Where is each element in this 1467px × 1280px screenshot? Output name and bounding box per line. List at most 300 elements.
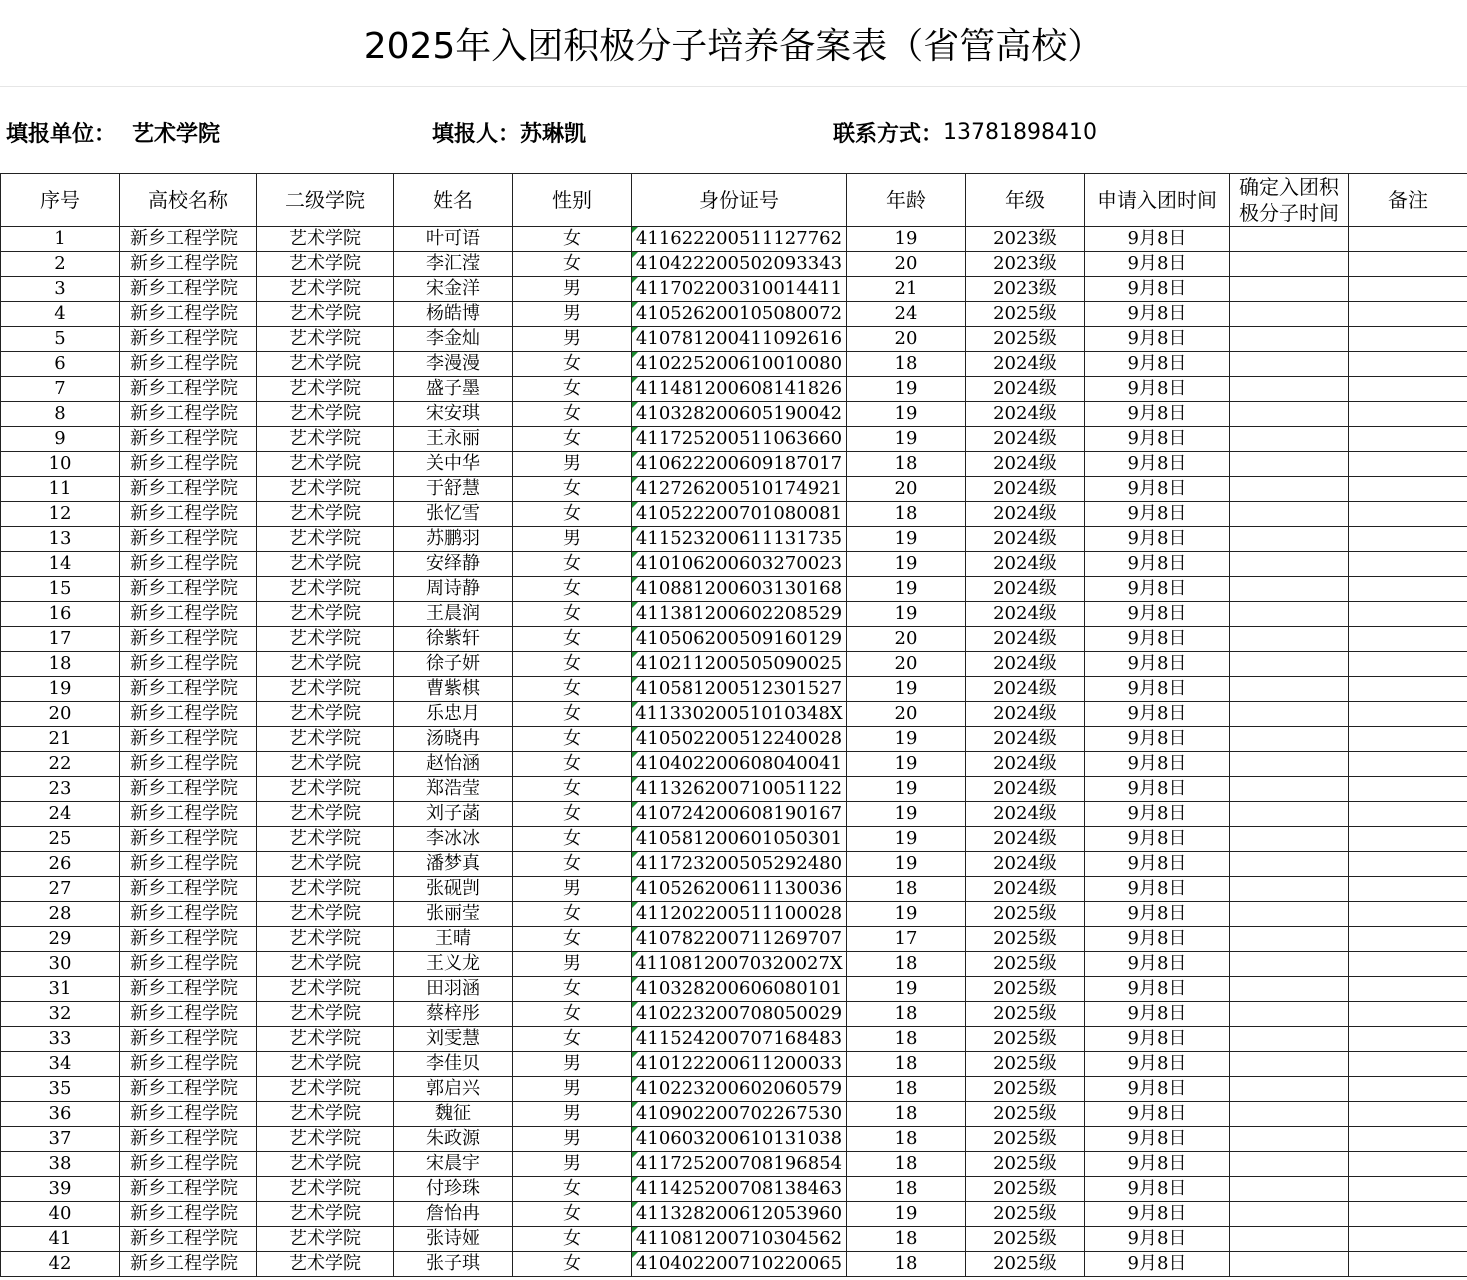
cell-school[interactable]: 新乡工程学院 <box>120 227 257 252</box>
cell-age[interactable]: 18 <box>847 952 966 977</box>
cell-school[interactable]: 新乡工程学院 <box>120 452 257 477</box>
cell-index[interactable]: 35 <box>1 1077 120 1102</box>
cell-age[interactable]: 19 <box>847 402 966 427</box>
cell-index[interactable]: 21 <box>1 727 120 752</box>
cell-remarks[interactable] <box>1349 1127 1467 1152</box>
cell-gender[interactable]: 女 <box>513 752 632 777</box>
cell-remarks[interactable] <box>1349 1177 1467 1202</box>
cell-age[interactable]: 18 <box>847 1252 966 1277</box>
cell-age[interactable]: 18 <box>847 502 966 527</box>
cell-age[interactable]: 18 <box>847 1227 966 1252</box>
cell-remarks[interactable] <box>1349 877 1467 902</box>
cell-college[interactable]: 艺术学院 <box>257 377 394 402</box>
cell-name[interactable]: 关中华 <box>394 452 513 477</box>
cell-college[interactable]: 艺术学院 <box>257 1027 394 1052</box>
cell-remarks[interactable] <box>1349 752 1467 777</box>
cell-college[interactable]: 艺术学院 <box>257 1252 394 1277</box>
cell-apply-date[interactable]: 9月8日 <box>1085 1252 1230 1277</box>
cell-remarks[interactable] <box>1349 1202 1467 1227</box>
cell-apply-date[interactable]: 9月8日 <box>1085 1127 1230 1152</box>
cell-age[interactable]: 18 <box>847 1077 966 1102</box>
cell-grade[interactable]: 2025级 <box>966 1202 1085 1227</box>
cell-remarks[interactable] <box>1349 527 1467 552</box>
cell-id-number[interactable]: 410225200610010080 <box>632 352 847 377</box>
cell-confirm-date[interactable] <box>1230 627 1349 652</box>
cell-gender[interactable]: 女 <box>513 727 632 752</box>
cell-remarks[interactable] <box>1349 1002 1467 1027</box>
cell-apply-date[interactable]: 9月8日 <box>1085 227 1230 252</box>
cell-remarks[interactable] <box>1349 777 1467 802</box>
cell-grade[interactable]: 2024级 <box>966 727 1085 752</box>
cell-apply-date[interactable]: 9月8日 <box>1085 402 1230 427</box>
cell-age[interactable]: 20 <box>847 477 966 502</box>
cell-remarks[interactable] <box>1349 552 1467 577</box>
cell-gender[interactable]: 男 <box>513 452 632 477</box>
cell-name[interactable]: 付珍珠 <box>394 1177 513 1202</box>
cell-confirm-date[interactable] <box>1230 1202 1349 1227</box>
cell-school[interactable]: 新乡工程学院 <box>120 877 257 902</box>
cell-school[interactable]: 新乡工程学院 <box>120 252 257 277</box>
cell-name[interactable]: 叶可语 <box>394 227 513 252</box>
cell-college[interactable]: 艺术学院 <box>257 302 394 327</box>
cell-apply-date[interactable]: 9月8日 <box>1085 727 1230 752</box>
cell-grade[interactable]: 2024级 <box>966 577 1085 602</box>
cell-college[interactable]: 艺术学院 <box>257 527 394 552</box>
cell-school[interactable]: 新乡工程学院 <box>120 652 257 677</box>
cell-index[interactable]: 11 <box>1 477 120 502</box>
cell-grade[interactable]: 2024级 <box>966 377 1085 402</box>
cell-school[interactable]: 新乡工程学院 <box>120 752 257 777</box>
cell-id-number[interactable]: 410526200105080072 <box>632 302 847 327</box>
cell-college[interactable]: 艺术学院 <box>257 1077 394 1102</box>
cell-gender[interactable]: 女 <box>513 577 632 602</box>
cell-name[interactable]: 安绎静 <box>394 552 513 577</box>
cell-confirm-date[interactable] <box>1230 702 1349 727</box>
cell-gender[interactable]: 男 <box>513 1127 632 1152</box>
cell-age[interactable]: 19 <box>847 752 966 777</box>
cell-college[interactable]: 艺术学院 <box>257 1152 394 1177</box>
cell-age[interactable]: 18 <box>847 1177 966 1202</box>
cell-confirm-date[interactable] <box>1230 927 1349 952</box>
cell-remarks[interactable] <box>1349 702 1467 727</box>
cell-index[interactable]: 16 <box>1 602 120 627</box>
cell-confirm-date[interactable] <box>1230 252 1349 277</box>
cell-id-number[interactable]: 41133020051010348X <box>632 702 847 727</box>
cell-name[interactable]: 魏征 <box>394 1102 513 1127</box>
cell-id-number[interactable]: 411523200611131735 <box>632 527 847 552</box>
cell-apply-date[interactable]: 9月8日 <box>1085 1052 1230 1077</box>
cell-apply-date[interactable]: 9月8日 <box>1085 252 1230 277</box>
cell-school[interactable]: 新乡工程学院 <box>120 1077 257 1102</box>
cell-gender[interactable]: 女 <box>513 352 632 377</box>
cell-apply-date[interactable]: 9月8日 <box>1085 827 1230 852</box>
cell-school[interactable]: 新乡工程学院 <box>120 702 257 727</box>
cell-college[interactable]: 艺术学院 <box>257 727 394 752</box>
cell-name[interactable]: 朱政源 <box>394 1127 513 1152</box>
cell-id-number[interactable]: 411326200710051122 <box>632 777 847 802</box>
cell-college[interactable]: 艺术学院 <box>257 477 394 502</box>
cell-apply-date[interactable]: 9月8日 <box>1085 377 1230 402</box>
cell-id-number[interactable]: 411524200707168483 <box>632 1027 847 1052</box>
cell-id-number[interactable]: 411725200708196854 <box>632 1152 847 1177</box>
cell-age[interactable]: 20 <box>847 327 966 352</box>
cell-remarks[interactable] <box>1349 727 1467 752</box>
cell-grade[interactable]: 2025级 <box>966 927 1085 952</box>
cell-remarks[interactable] <box>1349 502 1467 527</box>
cell-college[interactable]: 艺术学院 <box>257 627 394 652</box>
cell-gender[interactable]: 男 <box>513 1052 632 1077</box>
cell-grade[interactable]: 2025级 <box>966 952 1085 977</box>
cell-college[interactable]: 艺术学院 <box>257 952 394 977</box>
cell-college[interactable]: 艺术学院 <box>257 1227 394 1252</box>
cell-apply-date[interactable]: 9月8日 <box>1085 852 1230 877</box>
cell-apply-date[interactable]: 9月8日 <box>1085 777 1230 802</box>
cell-id-number[interactable]: 410422200502093343 <box>632 252 847 277</box>
cell-grade[interactable]: 2023级 <box>966 252 1085 277</box>
cell-index[interactable]: 29 <box>1 927 120 952</box>
cell-name[interactable]: 乐忠月 <box>394 702 513 727</box>
cell-name[interactable]: 徐紫轩 <box>394 627 513 652</box>
cell-confirm-date[interactable] <box>1230 552 1349 577</box>
cell-gender[interactable]: 女 <box>513 1252 632 1277</box>
cell-index[interactable]: 27 <box>1 877 120 902</box>
cell-name[interactable]: 田羽涵 <box>394 977 513 1002</box>
cell-apply-date[interactable]: 9月8日 <box>1085 352 1230 377</box>
cell-index[interactable]: 36 <box>1 1102 120 1127</box>
cell-age[interactable]: 20 <box>847 702 966 727</box>
cell-gender[interactable]: 女 <box>513 1002 632 1027</box>
cell-confirm-date[interactable] <box>1230 502 1349 527</box>
cell-remarks[interactable] <box>1349 327 1467 352</box>
cell-gender[interactable]: 女 <box>513 652 632 677</box>
cell-name[interactable]: 赵怡涵 <box>394 752 513 777</box>
cell-gender[interactable]: 女 <box>513 252 632 277</box>
cell-college[interactable]: 艺术学院 <box>257 502 394 527</box>
cell-apply-date[interactable]: 9月8日 <box>1085 1002 1230 1027</box>
cell-name[interactable]: 郭启兴 <box>394 1077 513 1102</box>
cell-index[interactable]: 34 <box>1 1052 120 1077</box>
cell-college[interactable]: 艺术学院 <box>257 852 394 877</box>
cell-apply-date[interactable]: 9月8日 <box>1085 277 1230 302</box>
cell-gender[interactable]: 女 <box>513 1177 632 1202</box>
cell-gender[interactable]: 男 <box>513 1077 632 1102</box>
cell-name[interactable]: 李漫漫 <box>394 352 513 377</box>
cell-id-number[interactable]: 410211200505090025 <box>632 652 847 677</box>
cell-confirm-date[interactable] <box>1230 1127 1349 1152</box>
cell-index[interactable]: 37 <box>1 1127 120 1152</box>
cell-age[interactable]: 18 <box>847 1102 966 1127</box>
cell-apply-date[interactable]: 9月8日 <box>1085 327 1230 352</box>
cell-name[interactable]: 于舒慧 <box>394 477 513 502</box>
cell-index[interactable]: 26 <box>1 852 120 877</box>
cell-confirm-date[interactable] <box>1230 877 1349 902</box>
cell-college[interactable]: 艺术学院 <box>257 977 394 1002</box>
cell-id-number[interactable]: 410506200509160129 <box>632 627 847 652</box>
cell-apply-date[interactable]: 9月8日 <box>1085 1077 1230 1102</box>
cell-apply-date[interactable]: 9月8日 <box>1085 577 1230 602</box>
cell-college[interactable]: 艺术学院 <box>257 877 394 902</box>
cell-grade[interactable]: 2024级 <box>966 852 1085 877</box>
cell-college[interactable]: 艺术学院 <box>257 227 394 252</box>
cell-age[interactable]: 18 <box>847 877 966 902</box>
cell-name[interactable]: 宋安琪 <box>394 402 513 427</box>
cell-grade[interactable]: 2024级 <box>966 877 1085 902</box>
cell-index[interactable]: 32 <box>1 1002 120 1027</box>
cell-id-number[interactable]: 411425200708138463 <box>632 1177 847 1202</box>
cell-gender[interactable]: 女 <box>513 852 632 877</box>
cell-confirm-date[interactable] <box>1230 1252 1349 1277</box>
cell-id-number[interactable]: 410581200601050301 <box>632 827 847 852</box>
cell-college[interactable]: 艺术学院 <box>257 577 394 602</box>
cell-index[interactable]: 42 <box>1 1252 120 1277</box>
cell-age[interactable]: 19 <box>847 727 966 752</box>
cell-school[interactable]: 新乡工程学院 <box>120 977 257 1002</box>
cell-college[interactable]: 艺术学院 <box>257 402 394 427</box>
cell-index[interactable]: 10 <box>1 452 120 477</box>
cell-grade[interactable]: 2025级 <box>966 1252 1085 1277</box>
cell-apply-date[interactable]: 9月8日 <box>1085 1227 1230 1252</box>
cell-school[interactable]: 新乡工程学院 <box>120 802 257 827</box>
cell-name[interactable]: 曹紫棋 <box>394 677 513 702</box>
cell-index[interactable]: 18 <box>1 652 120 677</box>
cell-grade[interactable]: 2025级 <box>966 1177 1085 1202</box>
cell-name[interactable]: 刘雯慧 <box>394 1027 513 1052</box>
cell-remarks[interactable] <box>1349 1027 1467 1052</box>
cell-name[interactable]: 李冰冰 <box>394 827 513 852</box>
cell-id-number[interactable]: 410526200611130036 <box>632 877 847 902</box>
cell-school[interactable]: 新乡工程学院 <box>120 1202 257 1227</box>
cell-remarks[interactable] <box>1349 1252 1467 1277</box>
cell-school[interactable]: 新乡工程学院 <box>120 1127 257 1152</box>
cell-index[interactable]: 14 <box>1 552 120 577</box>
cell-id-number[interactable]: 411702200310014411 <box>632 277 847 302</box>
cell-school[interactable]: 新乡工程学院 <box>120 902 257 927</box>
cell-school[interactable]: 新乡工程学院 <box>120 677 257 702</box>
cell-confirm-date[interactable] <box>1230 477 1349 502</box>
cell-age[interactable]: 19 <box>847 802 966 827</box>
cell-index[interactable]: 8 <box>1 402 120 427</box>
cell-name[interactable]: 王永丽 <box>394 427 513 452</box>
cell-confirm-date[interactable] <box>1230 1002 1349 1027</box>
cell-confirm-date[interactable] <box>1230 602 1349 627</box>
cell-grade[interactable]: 2025级 <box>966 1002 1085 1027</box>
cell-name[interactable]: 李金灿 <box>394 327 513 352</box>
cell-school[interactable]: 新乡工程学院 <box>120 727 257 752</box>
cell-remarks[interactable] <box>1349 627 1467 652</box>
cell-id-number[interactable]: 410724200608190167 <box>632 802 847 827</box>
cell-age[interactable]: 17 <box>847 927 966 952</box>
cell-age[interactable]: 18 <box>847 1052 966 1077</box>
cell-confirm-date[interactable] <box>1230 1227 1349 1252</box>
cell-id-number[interactable]: 410581200512301527 <box>632 677 847 702</box>
cell-confirm-date[interactable] <box>1230 402 1349 427</box>
cell-apply-date[interactable]: 9月8日 <box>1085 877 1230 902</box>
cell-school[interactable]: 新乡工程学院 <box>120 952 257 977</box>
cell-college[interactable]: 艺术学院 <box>257 427 394 452</box>
cell-id-number[interactable]: 411328200612053960 <box>632 1202 847 1227</box>
cell-index[interactable]: 38 <box>1 1152 120 1177</box>
cell-index[interactable]: 30 <box>1 952 120 977</box>
cell-age[interactable]: 18 <box>847 352 966 377</box>
cell-college[interactable]: 艺术学院 <box>257 702 394 727</box>
cell-grade[interactable]: 2025级 <box>966 1127 1085 1152</box>
cell-id-number[interactable]: 410502200512240028 <box>632 727 847 752</box>
cell-remarks[interactable] <box>1349 1077 1467 1102</box>
cell-id-number[interactable]: 410106200603270023 <box>632 552 847 577</box>
cell-age[interactable]: 20 <box>847 652 966 677</box>
cell-grade[interactable]: 2025级 <box>966 1152 1085 1177</box>
cell-index[interactable]: 33 <box>1 1027 120 1052</box>
cell-grade[interactable]: 2025级 <box>966 327 1085 352</box>
cell-name[interactable]: 宋晨宇 <box>394 1152 513 1177</box>
cell-college[interactable]: 艺术学院 <box>257 1002 394 1027</box>
cell-age[interactable]: 19 <box>847 427 966 452</box>
cell-gender[interactable]: 女 <box>513 902 632 927</box>
cell-gender[interactable]: 女 <box>513 1202 632 1227</box>
cell-school[interactable]: 新乡工程学院 <box>120 327 257 352</box>
cell-apply-date[interactable]: 9月8日 <box>1085 1102 1230 1127</box>
cell-age[interactable]: 19 <box>847 977 966 1002</box>
cell-id-number[interactable]: 410402200710220065 <box>632 1252 847 1277</box>
cell-id-number[interactable]: 410902200702267530 <box>632 1102 847 1127</box>
cell-index[interactable]: 22 <box>1 752 120 777</box>
cell-id-number[interactable]: 410122200611200033 <box>632 1052 847 1077</box>
cell-grade[interactable]: 2024级 <box>966 802 1085 827</box>
cell-apply-date[interactable]: 9月8日 <box>1085 527 1230 552</box>
cell-college[interactable]: 艺术学院 <box>257 277 394 302</box>
cell-grade[interactable]: 2024级 <box>966 702 1085 727</box>
cell-school[interactable]: 新乡工程学院 <box>120 352 257 377</box>
cell-id-number[interactable]: 411202200511100028 <box>632 902 847 927</box>
cell-confirm-date[interactable] <box>1230 652 1349 677</box>
cell-index[interactable]: 12 <box>1 502 120 527</box>
cell-college[interactable]: 艺术学院 <box>257 1102 394 1127</box>
cell-school[interactable]: 新乡工程学院 <box>120 1227 257 1252</box>
cell-age[interactable]: 20 <box>847 252 966 277</box>
cell-name[interactable]: 蔡梓彤 <box>394 1002 513 1027</box>
cell-college[interactable]: 艺术学院 <box>257 602 394 627</box>
cell-confirm-date[interactable] <box>1230 802 1349 827</box>
cell-gender[interactable]: 女 <box>513 677 632 702</box>
cell-school[interactable]: 新乡工程学院 <box>120 377 257 402</box>
cell-confirm-date[interactable] <box>1230 952 1349 977</box>
cell-confirm-date[interactable] <box>1230 577 1349 602</box>
cell-id-number[interactable]: 410328200605190042 <box>632 402 847 427</box>
cell-age[interactable]: 19 <box>847 827 966 852</box>
cell-id-number[interactable]: 412726200510174921 <box>632 477 847 502</box>
cell-school[interactable]: 新乡工程学院 <box>120 577 257 602</box>
cell-grade[interactable]: 2024级 <box>966 452 1085 477</box>
cell-apply-date[interactable]: 9月8日 <box>1085 652 1230 677</box>
cell-name[interactable]: 张忆雪 <box>394 502 513 527</box>
cell-age[interactable]: 18 <box>847 1002 966 1027</box>
cell-grade[interactable]: 2025级 <box>966 977 1085 1002</box>
cell-age[interactable]: 18 <box>847 1127 966 1152</box>
cell-gender[interactable]: 男 <box>513 527 632 552</box>
cell-school[interactable]: 新乡工程学院 <box>120 1052 257 1077</box>
cell-college[interactable]: 艺术学院 <box>257 252 394 277</box>
cell-school[interactable]: 新乡工程学院 <box>120 827 257 852</box>
cell-index[interactable]: 17 <box>1 627 120 652</box>
cell-school[interactable]: 新乡工程学院 <box>120 1002 257 1027</box>
cell-school[interactable]: 新乡工程学院 <box>120 1102 257 1127</box>
cell-school[interactable]: 新乡工程学院 <box>120 777 257 802</box>
cell-name[interactable]: 郑浩莹 <box>394 777 513 802</box>
cell-remarks[interactable] <box>1349 302 1467 327</box>
cell-school[interactable]: 新乡工程学院 <box>120 427 257 452</box>
cell-college[interactable]: 艺术学院 <box>257 677 394 702</box>
cell-apply-date[interactable]: 9月8日 <box>1085 902 1230 927</box>
cell-remarks[interactable] <box>1349 577 1467 602</box>
cell-name[interactable]: 张丽莹 <box>394 902 513 927</box>
cell-college[interactable]: 艺术学院 <box>257 452 394 477</box>
cell-id-number[interactable]: 411081200710304562 <box>632 1227 847 1252</box>
cell-remarks[interactable] <box>1349 277 1467 302</box>
cell-school[interactable]: 新乡工程学院 <box>120 477 257 502</box>
cell-remarks[interactable] <box>1349 802 1467 827</box>
cell-id-number[interactable]: 410603200610131038 <box>632 1127 847 1152</box>
cell-id-number[interactable]: 410402200608040041 <box>632 752 847 777</box>
cell-id-number[interactable]: 410522200701080081 <box>632 502 847 527</box>
cell-confirm-date[interactable] <box>1230 1077 1349 1102</box>
cell-name[interactable]: 张子琪 <box>394 1252 513 1277</box>
cell-confirm-date[interactable] <box>1230 727 1349 752</box>
cell-remarks[interactable] <box>1349 427 1467 452</box>
cell-grade[interactable]: 2024级 <box>966 627 1085 652</box>
cell-confirm-date[interactable] <box>1230 302 1349 327</box>
cell-college[interactable]: 艺术学院 <box>257 802 394 827</box>
cell-name[interactable]: 李汇滢 <box>394 252 513 277</box>
cell-gender[interactable]: 男 <box>513 877 632 902</box>
cell-college[interactable]: 艺术学院 <box>257 552 394 577</box>
cell-gender[interactable]: 女 <box>513 1227 632 1252</box>
cell-remarks[interactable] <box>1349 977 1467 1002</box>
cell-grade[interactable]: 2025级 <box>966 1077 1085 1102</box>
cell-apply-date[interactable]: 9月8日 <box>1085 602 1230 627</box>
cell-grade[interactable]: 2024级 <box>966 602 1085 627</box>
cell-gender[interactable]: 女 <box>513 702 632 727</box>
cell-name[interactable]: 盛子墨 <box>394 377 513 402</box>
cell-grade[interactable]: 2025级 <box>966 302 1085 327</box>
cell-grade[interactable]: 2024级 <box>966 502 1085 527</box>
cell-index[interactable]: 4 <box>1 302 120 327</box>
cell-confirm-date[interactable] <box>1230 977 1349 1002</box>
cell-grade[interactable]: 2024级 <box>966 827 1085 852</box>
cell-apply-date[interactable]: 9月8日 <box>1085 427 1230 452</box>
cell-gender[interactable]: 男 <box>513 277 632 302</box>
cell-index[interactable]: 9 <box>1 427 120 452</box>
cell-name[interactable]: 徐子妍 <box>394 652 513 677</box>
cell-grade[interactable]: 2024级 <box>966 427 1085 452</box>
cell-grade[interactable]: 2024级 <box>966 477 1085 502</box>
cell-school[interactable]: 新乡工程学院 <box>120 502 257 527</box>
cell-confirm-date[interactable] <box>1230 377 1349 402</box>
cell-age[interactable]: 19 <box>847 227 966 252</box>
cell-school[interactable]: 新乡工程学院 <box>120 302 257 327</box>
cell-grade[interactable]: 2024级 <box>966 527 1085 552</box>
cell-confirm-date[interactable] <box>1230 352 1349 377</box>
cell-apply-date[interactable]: 9月8日 <box>1085 802 1230 827</box>
cell-apply-date[interactable]: 9月8日 <box>1085 452 1230 477</box>
cell-age[interactable]: 24 <box>847 302 966 327</box>
cell-confirm-date[interactable] <box>1230 677 1349 702</box>
cell-grade[interactable]: 2025级 <box>966 1102 1085 1127</box>
cell-grade[interactable]: 2024级 <box>966 677 1085 702</box>
cell-college[interactable]: 艺术学院 <box>257 902 394 927</box>
cell-name[interactable]: 王晴 <box>394 927 513 952</box>
cell-name[interactable]: 张砚剀 <box>394 877 513 902</box>
cell-id-number[interactable]: 411725200511063660 <box>632 427 847 452</box>
